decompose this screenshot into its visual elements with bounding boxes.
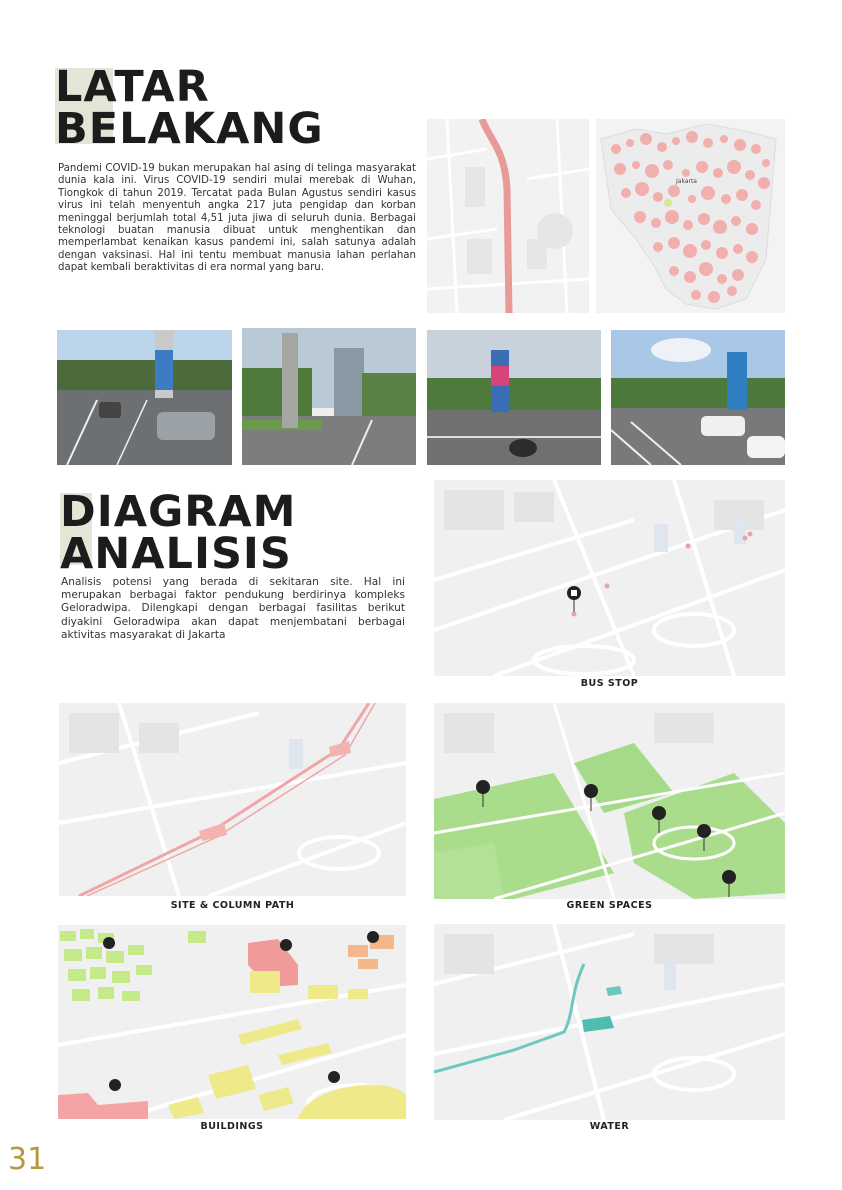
bus-stop-diagram	[434, 480, 785, 676]
jakarta-map-label: Jakarta	[676, 178, 697, 185]
street-photo-2	[242, 328, 416, 465]
street-map-image	[427, 119, 589, 313]
heading-line-1: LATAR	[55, 62, 210, 112]
heading-line-2: BELAKANG	[55, 104, 324, 154]
street-photo-3	[427, 330, 601, 465]
water-diagram	[434, 924, 785, 1120]
site-column-path-diagram	[59, 703, 406, 896]
caption-water: WATER	[589, 1121, 630, 1132]
caption-site-column-path: SITE & COLUMN PATH	[170, 900, 295, 911]
caption-bus-stop: BUS STOP	[580, 678, 639, 689]
caption-buildings: BUILDINGS	[200, 1121, 264, 1132]
heading-line-2: ANALISIS	[60, 529, 292, 579]
analysis-paragraph: Analisis potensi yang berada di sekitaran site. Hal ini merupakan berbagai faktor pendukung berdirinya kompleks Geloradwipa. Dilengkapi dengan berbagai fasilitas berikut diyakini Geloradwipa akan dapat menjembatani berbagai aktivitas masyarakat di Jakarta	[61, 576, 405, 641]
covid-case-map-image	[596, 119, 785, 313]
page-number: 31	[8, 1142, 47, 1177]
heading-diagram-analisis	[60, 487, 297, 579]
street-photo-1	[57, 330, 232, 465]
buildings-diagram	[58, 925, 406, 1119]
intro-paragraph: Pandemi COVID-19 bukan merupakan hal asing di telinga masyarakat dunia kala ini. Virus COVID-19 sendiri mulai merebak di Wuhan, Tiongkok di tahun 2019. Tercatat pada Bulan Agustus sendiri kasus virus ini telah menyentuh angka 217 juta pengidap dan korban meninggal berjumlah total 4,51 juta jiwa di seluruh dunia. Berbagai teknologi buatan manusia dibuat untuk menghentikan dan memperlambat kenaikan kasus pandemi ini, salah satunya adalah dengan vaksinasi. Hal ini tentu membuat manusia lahan perlahan dapat kembali beraktivitas di era normal yang baru.	[58, 163, 416, 274]
street-photo-4	[611, 330, 785, 465]
heading-latar-belakang	[55, 62, 324, 154]
caption-green-spaces: GREEN SPACES	[566, 900, 653, 911]
heading-line-1: DIAGRAM	[60, 487, 297, 537]
green-spaces-diagram	[434, 703, 785, 899]
